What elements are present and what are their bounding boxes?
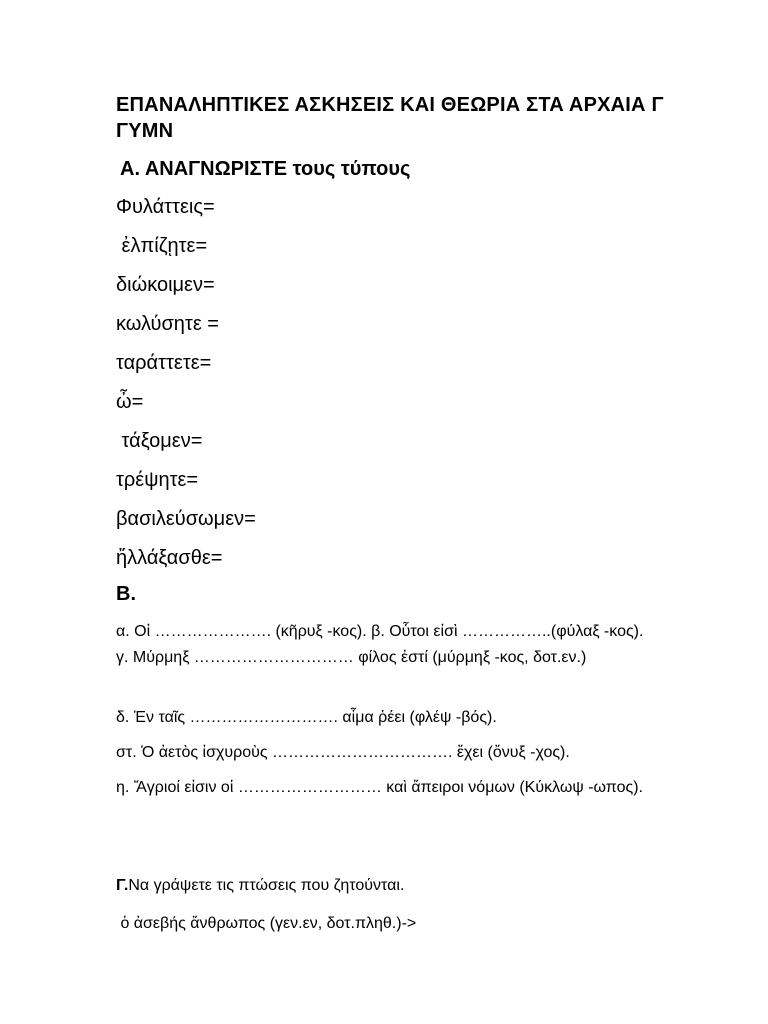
section-c-heading [116, 873, 404, 899]
section-c-line: ὁ ἀσεβής ἄνθρωπος (γεν.εν, δοτ.πληθ.)-> [116, 915, 417, 932]
section-b-heading: Β. [116, 583, 136, 605]
section-b-paragraph: δ. Ἐν ταῖς ………………………. αἷμα ῥέει (φλέψ -βός). [116, 709, 497, 726]
list-item: ἤλλάξασθε= [116, 547, 223, 569]
list-item: τρέψητε= [116, 469, 199, 491]
section-b-paragraph: στ. Ὁ ἀετὸς ἰσχυροὺς ……………………………. ἔχει (ὄνυξ -χος). [116, 744, 570, 761]
list-item: ὦ= [116, 391, 144, 413]
section-b-paragraph: η. Ἄγριοί εἰσιν οἱ ……………………… καὶ ἄπειροι νόμων (Κύκλωψ -ωπος). [116, 779, 643, 796]
section-a-heading: Α. ΑΝΑΓΝΩΡΙΣΤΕ τους τύπους [120, 158, 411, 180]
list-item: Φυλάττεις= [116, 196, 215, 218]
section-a-list [116, 194, 256, 584]
list-item: ταράττετε= [116, 352, 212, 374]
section-b-paragraph: α. Οἱ …………………. (κῆρυξ -κος). β. Οὗτοι εἰσὶ ……………..(φύλαξ -κος). γ. Μύρμηξ ………………………… φίλος ἐστί (μύρμηξ -κος, δοτ.εν.) [116, 623, 644, 666]
list-item: κωλύσητε = [116, 313, 219, 335]
list-item: διώκοιμεν= [116, 274, 215, 296]
list-item: βασιλεύσωμεν= [116, 508, 256, 530]
section-c-heading-text: Να γράψετε τις πτώσεις που ζητούνται. [128, 877, 405, 894]
list-item: ἐλπίζῃτε= [116, 235, 208, 257]
list-item: τάξομεν= [116, 430, 203, 452]
section-c-letter: Γ. [116, 877, 129, 894]
document-title: ΕΠΑΝΑΛΗΠΤΙΚΕΣ ΑΣΚΗΣΕΙΣ ΚΑΙ ΘΕΩΡΙΑ ΣΤΑ ΑΡΧΑΙΑ Γ ΓΥΜΝ [116, 94, 664, 142]
